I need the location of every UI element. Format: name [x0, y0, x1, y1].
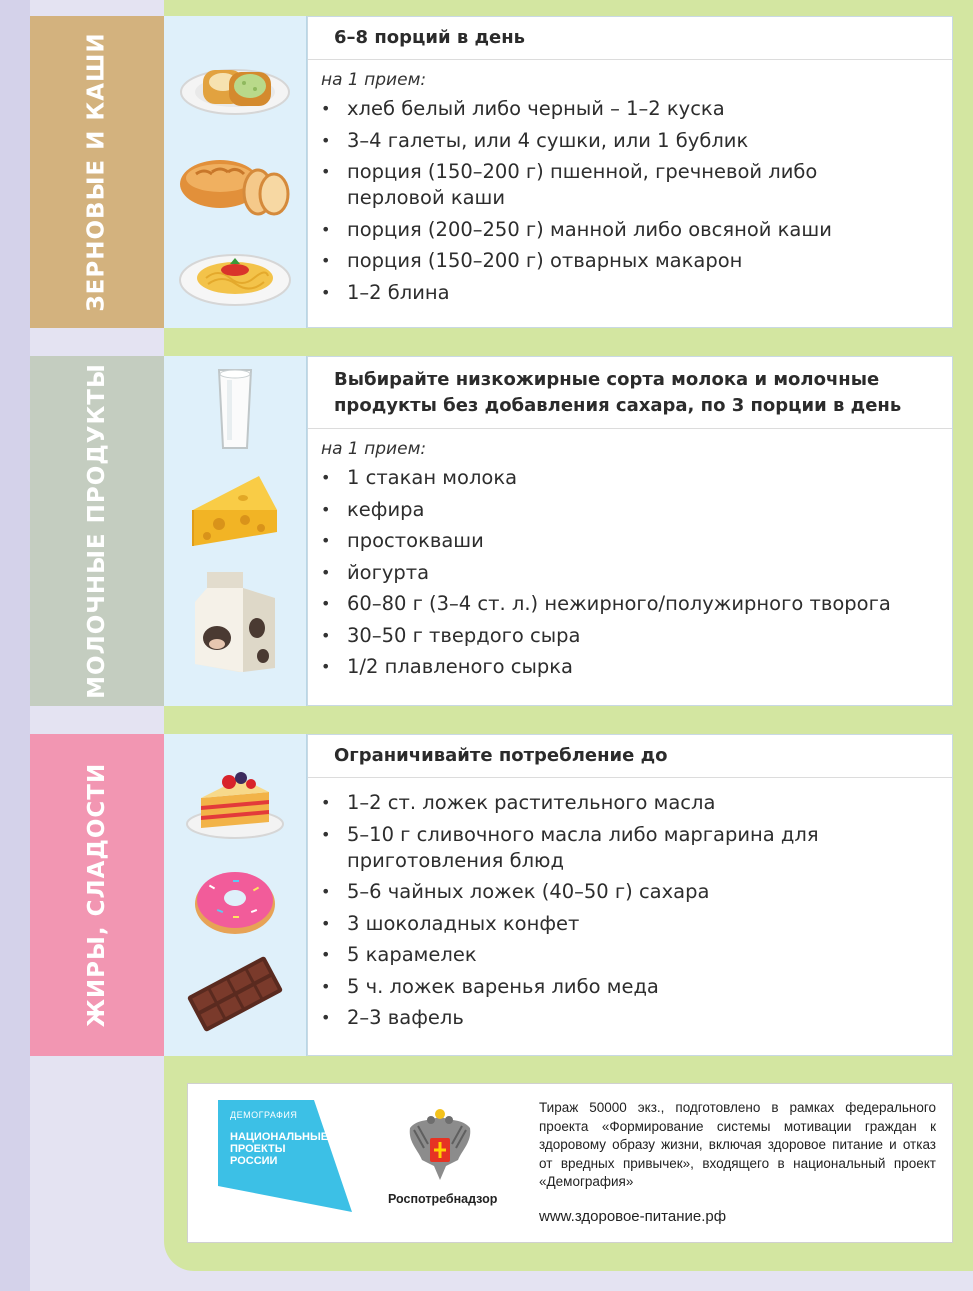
list-item: • хлеб белый либо черный – 1–2 куска	[321, 96, 952, 122]
content-card-grains	[307, 16, 953, 328]
list-item: • 1–2 блина	[321, 280, 952, 306]
list-item: • йогурта	[321, 560, 952, 586]
content-card-dairy	[307, 356, 953, 706]
section-header-fats: Ограничивайте потребление до	[308, 735, 952, 778]
milk-carton-icon	[164, 568, 306, 672]
np-logo-line3: РОССИИ	[230, 1155, 278, 1167]
np-logo-small-text: ДЕМОГРАФИЯ	[230, 1110, 298, 1120]
list-item: • порция (200–250 г) манной либо овсяной каши	[321, 217, 952, 243]
image-column-grains	[164, 16, 307, 328]
list-item: • 1–2 ст. ложек растительного масла	[321, 790, 952, 816]
category-band-dairy	[30, 356, 164, 706]
section-header-dairy: Выбирайте низкожирные сорта молока и молочные продукты без добавления сахара, по 3 порции в день	[308, 357, 952, 429]
chocolate-bar-icon	[164, 954, 306, 1034]
toast-plate-icon	[164, 58, 306, 118]
rospotrebnadzor-label: Роспотребнадзор	[388, 1192, 498, 1206]
category-band-grains	[30, 16, 164, 328]
list-item: • 60–80 г (3–4 ст. л.) нежирного/полужирного творога	[321, 591, 952, 617]
list-item: • кефира	[321, 497, 952, 523]
per-serving-label: на 1 прием:	[321, 70, 427, 90]
list-item: • 5 ч. ложек варенья либо меда	[321, 974, 952, 1000]
list-item: • 3–4 галеты, или 4 сушки, или 1 бублик	[321, 128, 952, 154]
category-label-grains: ЗЕРНОВЫЕ И КАШИ	[84, 32, 110, 312]
list-item: • 5 карамелек	[321, 942, 952, 968]
rospotrebnadzor-emblem-icon	[404, 1108, 476, 1186]
item-list-fats	[308, 790, 952, 1031]
list-item: • 5–6 чайных ложек (40–50 г) сахара	[321, 879, 952, 905]
section-fats-sweets	[30, 734, 953, 1056]
category-label-fats: ЖИРЫ, СЛАДОСТИ	[84, 762, 111, 1028]
list-item: • 2–3 вафель	[321, 1005, 952, 1031]
list-item: • 30–50 г твердого сыра	[321, 623, 952, 649]
section-dairy	[30, 356, 953, 706]
donut-icon	[164, 868, 306, 936]
list-item: • 5–10 г сливочного масла либо маргарина для приготовления блюд	[321, 822, 867, 874]
footer-card	[187, 1083, 953, 1243]
circulation-note: Тираж 50000 экз., подготовлено в рамках федерального проекта «Формирование системы мотивации граждан к здоровому образу жизни, включая здоровое питание и отказ от вредных привычек», входящего в национальный проект «Демография»	[539, 1100, 936, 1189]
pasta-plate-icon	[164, 248, 306, 308]
cheese-icon	[164, 472, 306, 550]
category-label-dairy: МОЛОЧНЫЕ ПРОДУКТЫ	[84, 363, 110, 699]
section-header-grains: 6–8 порций в день	[308, 17, 952, 60]
list-item: • простокваши	[321, 528, 952, 554]
category-band-fats	[30, 734, 164, 1056]
website-link[interactable]: www.здоровое-питание.рф	[539, 1208, 727, 1225]
left-margin-strip	[0, 0, 30, 1291]
list-item: • 1/2 плавленого сырка	[321, 654, 952, 680]
list-item: • 3 шоколадных конфет	[321, 911, 952, 937]
milk-glass-icon	[164, 366, 306, 452]
per-serving-label: на 1 прием:	[321, 439, 427, 459]
list-item: • порция (150–200 г) отварных макарон	[321, 248, 952, 274]
item-list-dairy	[308, 465, 952, 680]
list-item: • порция (150–200 г) пшенной, гречневой либо перловой каши	[321, 159, 867, 211]
np-logo-line2: ПРОЕКТЫ	[230, 1143, 286, 1155]
cake-slice-icon	[164, 768, 306, 840]
image-column-dairy	[164, 356, 307, 706]
section-grains	[30, 16, 953, 328]
national-projects-logo	[218, 1100, 354, 1214]
item-list-grains	[308, 96, 952, 306]
np-logo-line1: НАЦИОНАЛЬНЫЕ	[230, 1131, 329, 1143]
content-card-fats	[307, 734, 953, 1056]
list-item: • 1 стакан молока	[321, 465, 952, 491]
image-column-fats	[164, 734, 307, 1056]
bread-loaf-icon	[164, 156, 306, 218]
